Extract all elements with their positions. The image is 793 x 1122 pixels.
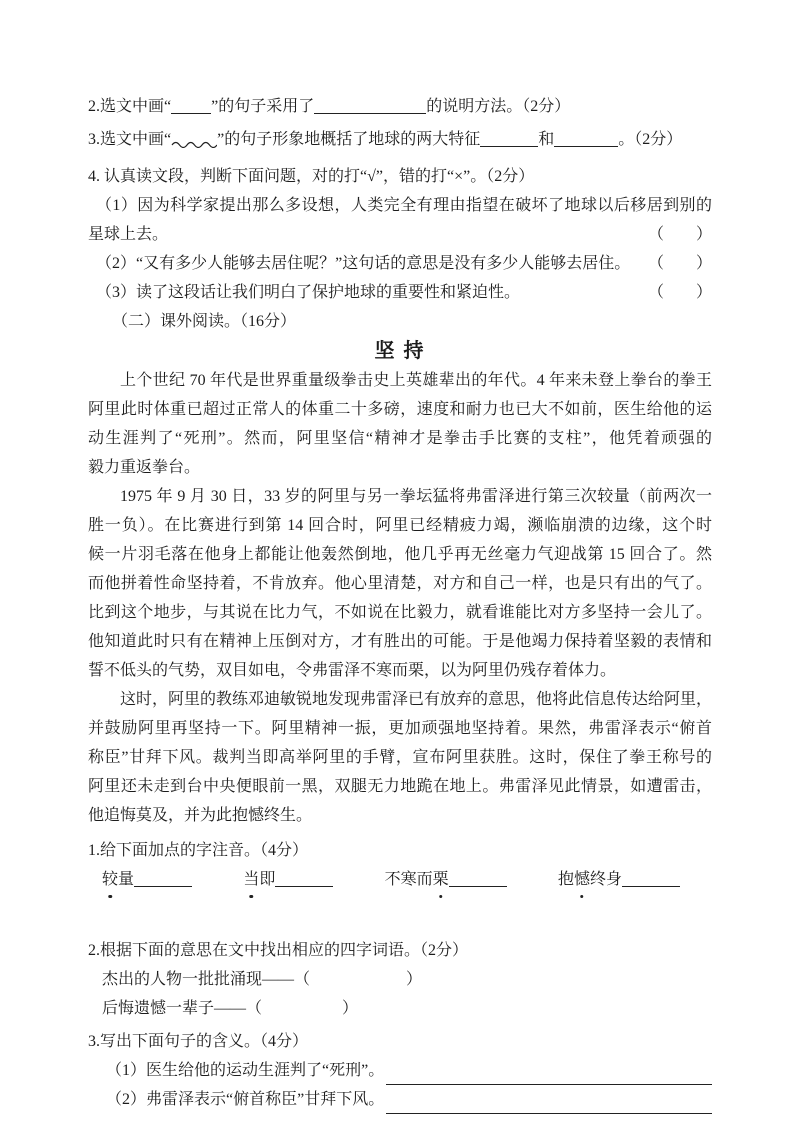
meaning-item-1 — [88, 1056, 712, 1085]
underline-blank — [171, 99, 211, 114]
tf-item-3 — [88, 278, 712, 307]
passage-paragraph-3 — [88, 685, 712, 830]
passage-line: 1975 年 9 月 30 日，33 岁的阿里与另一拳坛猛将弗雷泽进行第三次较量（前两次一 — [120, 488, 712, 505]
wavy-underline-blank — [171, 129, 217, 158]
tf-item-1-line-2 — [88, 220, 712, 249]
question-4 — [88, 162, 712, 191]
pinyin-word-2 — [243, 865, 333, 894]
reading-question-1-text: 1.给下面加点的字注音。（4分） — [88, 842, 309, 859]
idiom-item-1 — [88, 965, 712, 994]
question-2-prefix: 2.选文中画“ — [88, 98, 172, 115]
section-heading-text: （二）课外阅读。（16分） — [112, 313, 297, 330]
meaning-item-2-text: （2）弗雷泽表示“俯首称臣”甘拜下风。 — [106, 1091, 385, 1108]
pinyin-answer-blank — [449, 872, 507, 887]
pinyin-answer-blank — [134, 872, 192, 887]
answer-line-blank — [386, 1060, 712, 1085]
meaning-item-2 — [88, 1085, 712, 1114]
passage-line: 比到这个地步，与其说在比力气，不如说在比毅力，就看谁能比对方多坚持一会儿了。 — [88, 604, 712, 621]
reading-question-3-text: 3.写出下面句子的含义。（4分） — [88, 1033, 309, 1050]
answer-blank — [554, 132, 618, 147]
passage-line: 毅力重返拳台。 — [88, 459, 201, 476]
question-4-text: 4. 认真读文段，判断下面问题，对的打“√”，错的打“×”。（2分） — [88, 168, 535, 185]
dotted-char: 较 — [102, 865, 118, 894]
pinyin-word-1 — [102, 865, 192, 894]
idiom-answer-parens: （ ） — [294, 971, 423, 988]
tf-item-3-text: （3）读了这段话让我们明白了保护地球的重要性和紧迫性。 — [96, 284, 521, 301]
pinyin-word-3 — [385, 865, 507, 894]
spacer — [88, 894, 712, 915]
word-post: 量 — [118, 871, 135, 888]
pinyin-word-4 — [558, 865, 680, 894]
passage-line: 动生涯判了“死刑”。然而，阿里坚信“精神才是拳击手比赛的支柱”，他凭着顽强的 — [88, 430, 712, 447]
passage-line: 阿里此时体重已超过正常人的体重二十多磅，速度和耐力也已大不如前，医生给他的运 — [88, 401, 712, 418]
passage-paragraph-1 — [88, 366, 712, 482]
question-3-prefix: 3.选文中画“ — [88, 131, 172, 148]
passage-line: 他知道此时只有在精神上压倒对方，才有胜出的可能。于是他竭力保持着坚毅的表情和 — [88, 633, 712, 650]
passage-line: 称臣”甘拜下风。裁判当即高举阿里的手臂，宣布阿里获胜。这时，保住了拳王称号的 — [88, 749, 712, 766]
question-3-and: 和 — [538, 131, 555, 148]
meaning-item-1-text: （1）医生给他的运动生涯判了“死刑”。 — [106, 1062, 385, 1079]
question-3-suffix: 。（2分） — [618, 131, 683, 148]
dotted-char: 憾 — [574, 865, 590, 894]
tf-answer-parens: （ ） — [647, 284, 712, 301]
tf-item-1-text-cont: 星球上去。 — [88, 226, 169, 243]
reading-question-3-label — [88, 1027, 712, 1056]
answer-line-blank — [386, 1089, 712, 1114]
word-pre: 抱 — [557, 871, 574, 888]
question-3 — [88, 125, 712, 158]
passage-line: 这时，阿里的教练邓迪敏锐地发现弗雷泽已有放弃的意思，他将此信息传达给阿里， — [120, 691, 713, 708]
idiom-answer-parens: （ ） — [246, 1000, 359, 1017]
pinyin-words-row — [88, 865, 680, 894]
passage-paragraph-2 — [88, 482, 712, 685]
tf-item-2-text: （2）“又有多少人能够去居住呢？”这句话的意思是没有多少人能够去居住。 — [96, 255, 631, 272]
passage-line: 誓不低头的气势，双目如电，令弗雷泽不寒而栗，以为阿里仍残存着体力。 — [88, 662, 617, 679]
passage-line: 上个世纪 70 年代是世界重量级拳击史上英雄辈出的年代。4 年来未登上拳台的拳王 — [120, 372, 712, 389]
tf-answer-parens: （ ） — [647, 226, 712, 243]
passage-title: 坚 持 — [374, 340, 426, 362]
passage-line: 阿里还未走到台中央便眼前一黑，双腿无力地跪在地上。弗雷泽见此情景，如遭雷击， — [88, 778, 712, 795]
question-2-middle: ”的句子采用了 — [211, 98, 315, 115]
answer-blank — [480, 132, 538, 147]
reading-question-1-label — [88, 836, 712, 865]
question-2 — [88, 92, 712, 121]
tf-item-1-line-1 — [88, 191, 712, 220]
tf-answer-parens: （ ） — [647, 255, 712, 272]
passage-line: 而他拼着性命坚持着，不肯放弃。他心里清楚，对方和自己一样，也是只有出的气了。 — [88, 575, 712, 592]
tf-item-2 — [88, 249, 712, 278]
question-2-suffix: 的说明方法。（2分） — [426, 98, 571, 115]
pinyin-answer-blank — [275, 872, 333, 887]
reading-question-2-text: 2.根据下面的意思在文中找出相应的四字词语。（2分） — [88, 942, 469, 959]
reading-question-2-label — [88, 936, 712, 965]
word-post: 即 — [259, 871, 276, 888]
idiom-item-1-text: 杰出的人物一批批涌现—— — [102, 971, 295, 988]
word-post: 终身 — [589, 871, 622, 888]
dotted-char: 栗 — [433, 865, 449, 894]
passage-line: 他追悔莫及，并为此抱憾终生。 — [88, 807, 313, 824]
pinyin-answer-blank — [622, 872, 680, 887]
section-heading — [88, 307, 712, 336]
dotted-char: 当 — [243, 865, 259, 894]
question-3-middle: ”的句子形象地概括了地球的两大特征 — [217, 131, 481, 148]
idiom-item-2 — [88, 994, 712, 1023]
word-pre: 不寒而 — [384, 871, 433, 888]
passage-line: 胜一负）。在比赛进行到第 14 回合时，阿里已经精疲力竭，濒临崩溃的边缘，这个时 — [88, 517, 712, 534]
answer-blank — [314, 99, 426, 114]
passage-line: 并鼓励阿里再坚持一下。阿里精神一振，更加顽强地坚持着。果然，弗雷泽表示“俯首 — [88, 720, 712, 737]
idiom-item-2-text: 后悔遗憾一辈子—— — [102, 1000, 247, 1017]
tf-item-1-text: （1）因为科学家提出那么多设想，人类完全有理由指望在破坏了地球以后移居到别的 — [96, 197, 712, 214]
passage-line: 候一片羽毛落在他身上都能让他轰然倒地，他几乎再无丝毫力气迎战第 15 回合了。然 — [88, 546, 712, 563]
